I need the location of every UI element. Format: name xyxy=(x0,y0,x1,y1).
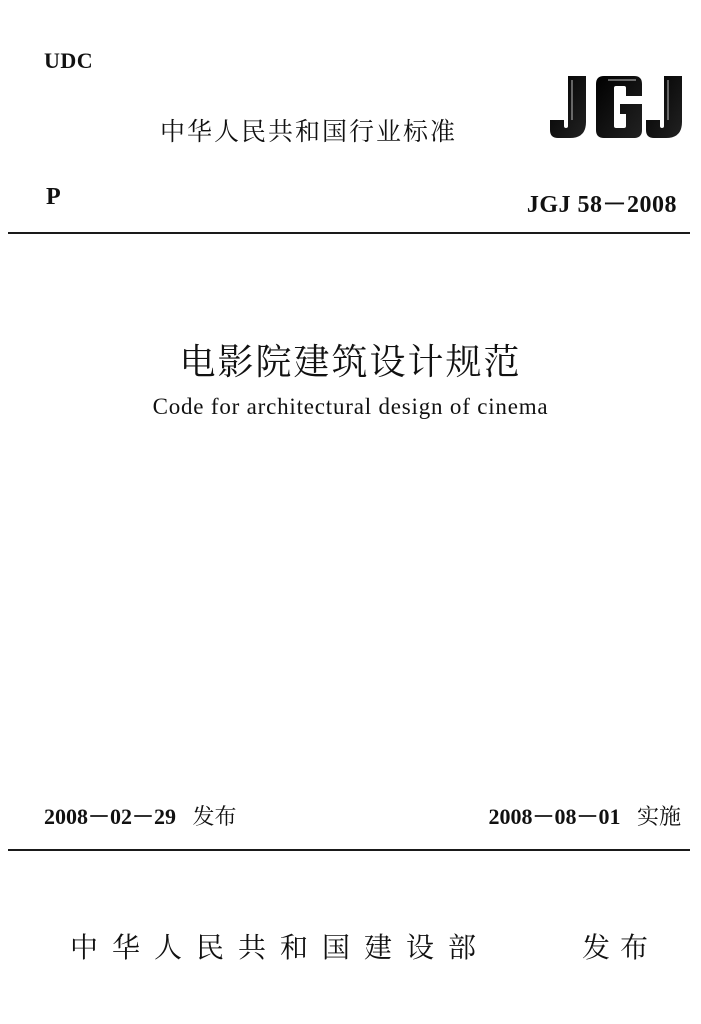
logo-letter-j-right xyxy=(646,76,682,138)
implement-date: 2008－08－01 xyxy=(488,804,621,829)
standard-code: JGJ 58－2008 xyxy=(526,192,677,218)
classification-category: P xyxy=(46,184,61,210)
title-english: Code for architectural design of cinema xyxy=(152,394,549,419)
standard-type-title: 中华人民共和国行业标准 xyxy=(160,117,458,146)
publish-label: 发布 xyxy=(582,931,659,964)
issue-date: 2008－02－29 xyxy=(44,804,177,829)
publisher-name: 中华人民共和国建设部 xyxy=(70,931,491,964)
logo-letter-j-left xyxy=(550,76,586,138)
bottom-divider xyxy=(8,849,690,851)
issue-date-block xyxy=(44,800,237,831)
top-divider xyxy=(8,232,690,234)
implement-label: 实施 xyxy=(636,805,681,830)
implement-date-block xyxy=(488,800,681,831)
jgj-logo xyxy=(546,72,684,142)
issue-label: 发布 xyxy=(192,805,237,830)
title-chinese: 电影院建筑设计规范 xyxy=(179,342,522,383)
logo-letter-g xyxy=(596,76,642,138)
udc-label: UDC xyxy=(44,48,94,73)
